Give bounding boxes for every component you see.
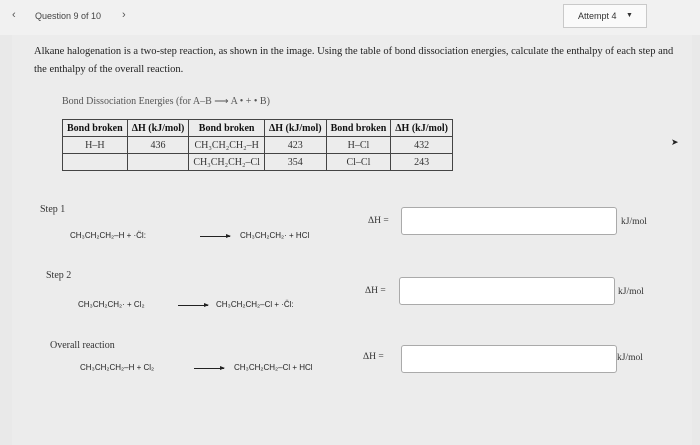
chevron-down-icon: ▼ [626, 12, 633, 19]
table-cell: 432 [391, 137, 453, 154]
table-row [63, 154, 453, 171]
attempt-dropdown[interactable] [563, 4, 647, 28]
step-2-label: Step 2 [46, 270, 72, 281]
step-1-label: Step 1 [40, 204, 66, 215]
step-1-reactants: CH₃CH₂CH₂–H + ·C̈l: [70, 231, 146, 240]
step-2-products: CH₃CH₂CH₂–Cl + ·C̈l: [216, 300, 294, 309]
question-prompt: Alkane halogenation is a two-step reaction, as shown in the image. Using the table of bond dissociation energies, calculate the enthalpy of each step and the enthalpy of the overall reaction. [34, 46, 674, 75]
column-header: ΔH (kJ/mol) [391, 120, 453, 137]
table-cell: H–Cl [326, 137, 391, 154]
table-cell: 423 [264, 137, 326, 154]
overall-reactants: CH₃CH₂CH₂–H + Cl₂ [80, 363, 155, 372]
reaction-arrow-icon [200, 236, 230, 237]
step-1-products: CH₃CH₂CH₂· + HCl [240, 231, 310, 240]
table-cell: CH₃CH₂CH₂–Cl [189, 154, 265, 171]
overall-dh-label: ΔH = [363, 352, 384, 362]
table-cell: 436 [127, 137, 189, 154]
step-1-unit: kJ/mol [621, 217, 647, 227]
overall-reaction-label: Overall reaction [50, 340, 115, 351]
step-2-dh-input[interactable] [399, 277, 615, 305]
overall-dh-input[interactable] [401, 345, 617, 373]
reaction-arrow-icon [194, 368, 224, 369]
table-cell: 243 [391, 154, 453, 171]
step-1-dh-label: ΔH = [368, 216, 389, 226]
step-2-dh-label: ΔH = [365, 286, 386, 296]
overall-unit: kJ/mol [617, 353, 643, 363]
column-header: ΔH (kJ/mol) [264, 120, 326, 137]
step-1-dh-input[interactable] [401, 207, 617, 235]
table-cell: H–H [63, 137, 128, 154]
previous-question-icon[interactable]: ‹ [12, 9, 16, 21]
table-cell [63, 154, 128, 171]
column-header: ΔH (kJ/mol) [127, 120, 189, 137]
bond-energy-table [62, 119, 453, 171]
table-header-row [63, 120, 453, 137]
attempt-label: Attempt 4 [578, 11, 617, 21]
column-header: Bond broken [63, 120, 128, 137]
step-2-reactants: CH₃CH₂CH₂· + Cl₂ [78, 300, 145, 309]
mouse-cursor-icon: ➤ [671, 137, 679, 147]
column-header: Bond broken [326, 120, 391, 137]
top-bar [0, 0, 700, 35]
next-question-icon[interactable]: › [122, 9, 126, 21]
overall-products: CH₃CH₂CH₂–Cl + HCl [234, 363, 313, 372]
table-cell: Cl–Cl [326, 154, 391, 171]
table-row [63, 137, 453, 154]
column-header: Bond broken [189, 120, 265, 137]
question-counter: Question 9 of 10 [35, 11, 102, 21]
table-cell [127, 154, 189, 171]
reaction-arrow-icon [178, 305, 208, 306]
step-2-unit: kJ/mol [618, 287, 644, 297]
table-cell: 354 [264, 154, 326, 171]
table-cell: CH₃CH₂CH₂–H [189, 137, 265, 154]
table-caption: Bond Dissociation Energies (for A–B ⟶ A • + • B) [62, 96, 270, 107]
